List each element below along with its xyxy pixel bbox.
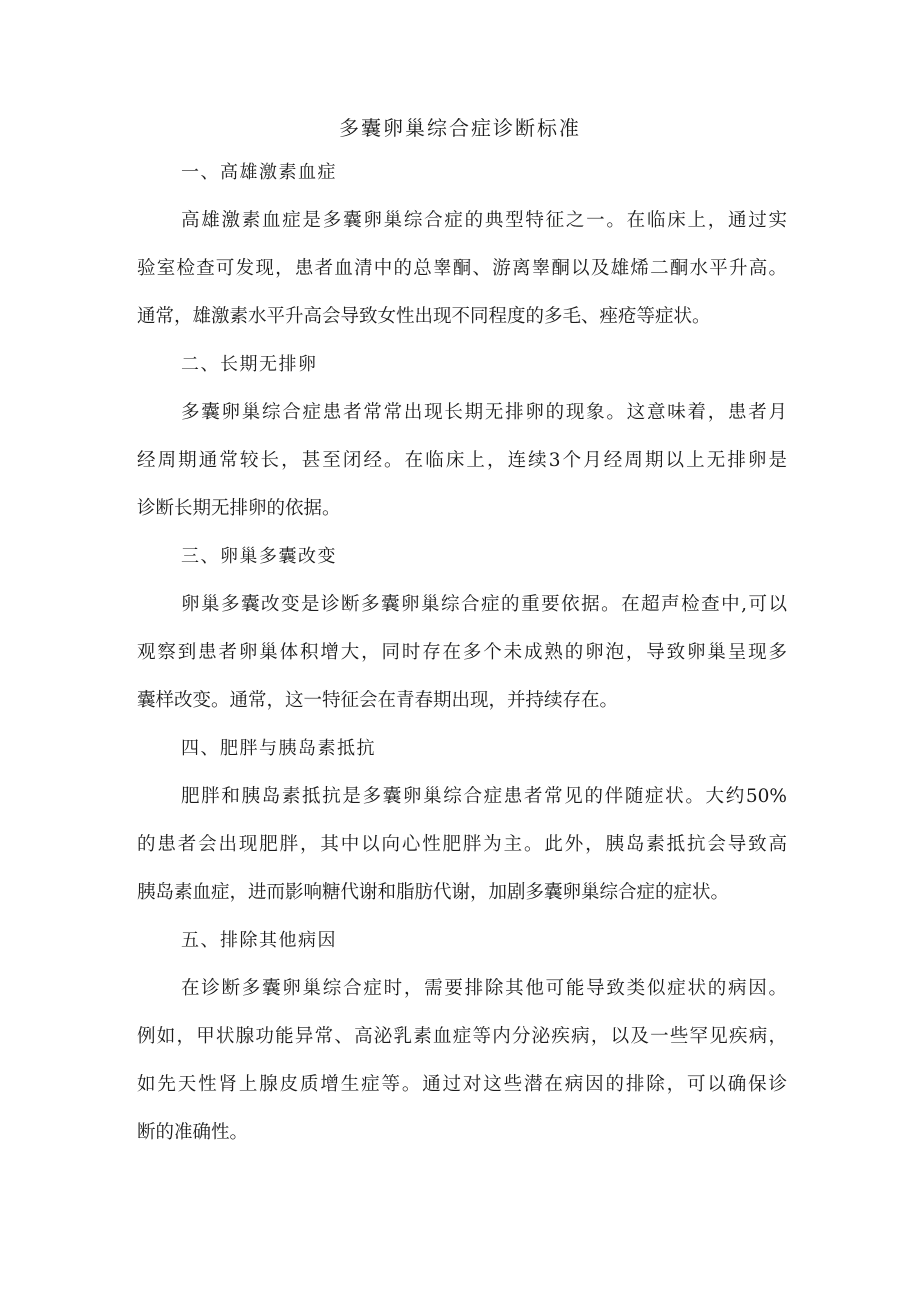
paragraph-line: 观察到患者卵巢体积增大，同时存在多个未成熟的卵泡，导致卵巢呈现多 — [137, 642, 787, 663]
paragraph-line: 囊样改变。通常，这一特征会在青春期出现，并持续存在。 — [137, 690, 619, 711]
paragraph-line: 如先天性肾上腺皮质增生症等。通过对这些潜在病因的排除，可以确保诊 — [137, 1074, 787, 1095]
paragraph-line: 验室检查可发现，患者血清中的总睾酮、游离睾酮以及雄烯二酮水平升高。 — [137, 258, 787, 279]
paragraph-line: 诊断长期无排卵的依据。 — [137, 498, 341, 519]
paragraph-line: 经周期通常较长，甚至闭经。在临床上，连续3个月经周期以上无排卵是 — [137, 450, 787, 471]
paragraph-line: 例如，甲状腺功能异常、高泌乳素血症等内分泌疾病，以及一些罕见疾病， — [137, 1026, 787, 1047]
section-heading: 一、高雄激素血症 — [181, 162, 337, 183]
section-heading: 三、卵巢多囊改变 — [181, 546, 337, 567]
paragraph-line: 卵巢多囊改变是诊断多囊卵巢综合症的重要依据。在超声检查中,可以 — [181, 594, 787, 615]
paragraph-line: 多囊卵巢综合症患者常常出现长期无排卵的现象。这意味着，患者月 — [181, 402, 787, 423]
section-heading: 四、肥胖与胰岛素抵抗 — [181, 738, 376, 759]
paragraph-line: 断的准确性。 — [137, 1122, 249, 1143]
paragraph-line: 通常，雄激素水平升高会导致女性出现不同程度的多毛、痤疮等症状。 — [137, 306, 711, 327]
paragraph-line: 胰岛素血症，进而影响糖代谢和脂肪代谢，加剧多囊卵巢综合症的症状。 — [137, 882, 730, 903]
section-heading: 二、长期无排卵 — [181, 354, 318, 375]
paragraph-line: 肥胖和胰岛素抵抗是多囊卵巢综合症患者常见的伴随症状。大约50% — [181, 786, 787, 807]
paragraph-line: 的患者会出现肥胖，其中以向心性肥胖为主。此外，胰岛素抵抗会导致高 — [137, 834, 787, 855]
document-title: 多囊卵巢综合症诊断标准 — [339, 116, 581, 140]
paragraph-line: 在诊断多囊卵巢综合症时，需要排除其他可能导致类似症状的病因。 — [181, 978, 787, 999]
paragraph-line: 高雄激素血症是多囊卵巢综合症的典型特征之一。在临床上，通过实 — [181, 210, 787, 231]
section-heading: 五、排除其他病因 — [181, 930, 337, 951]
